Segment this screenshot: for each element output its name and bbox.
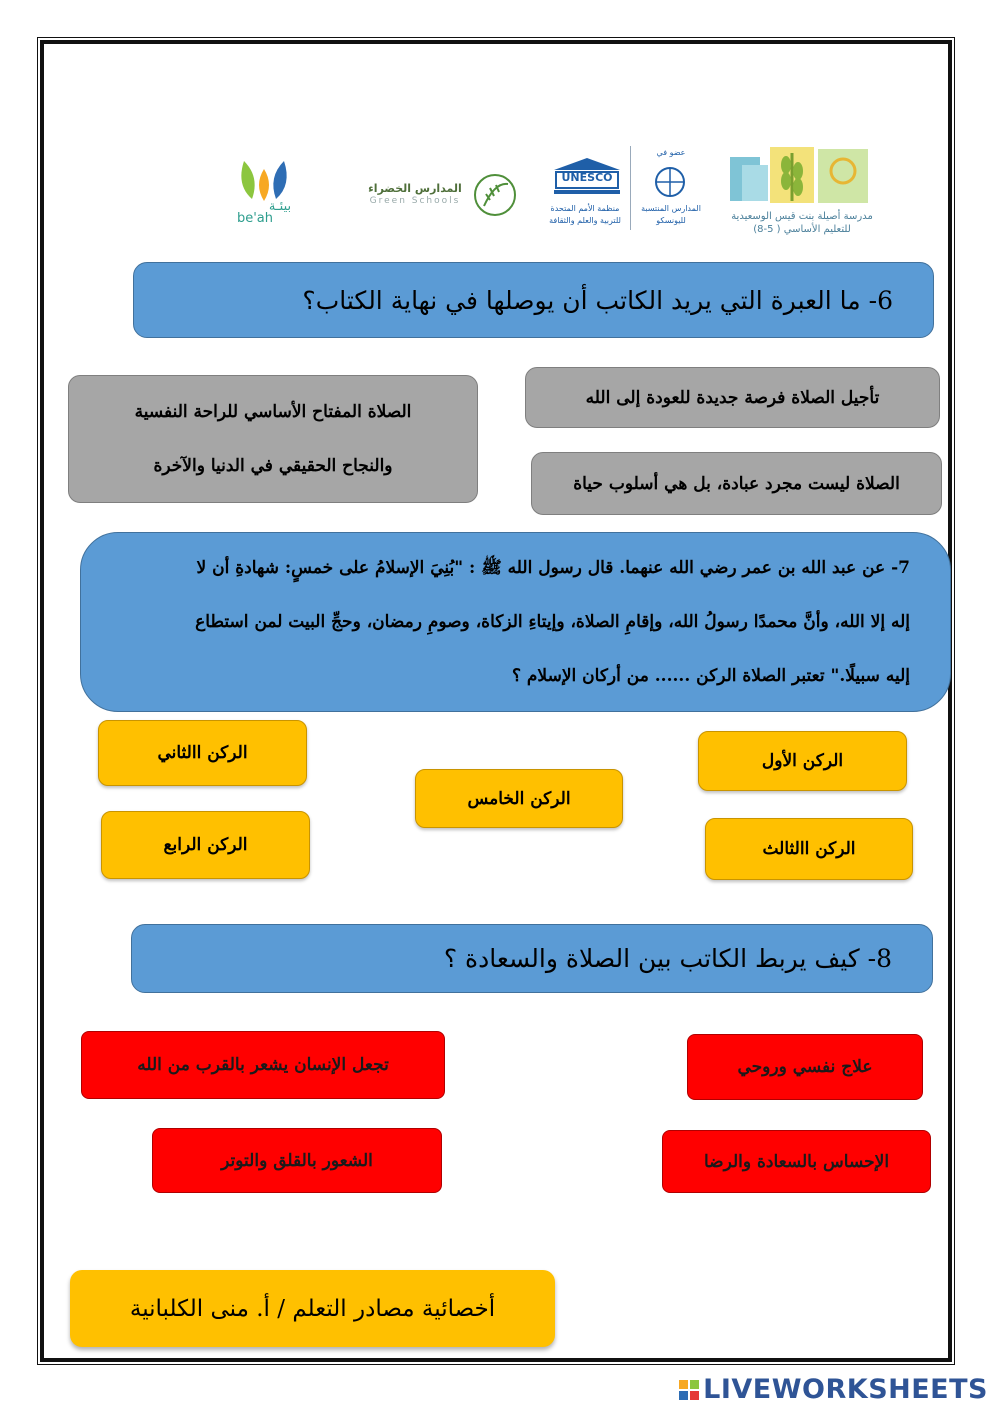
q8-option-therapy-label: علاج نفسي وروحي: [737, 1057, 873, 1077]
q6-option-key-line2: والنجاح الحقيقي في الدنيا والآخرة: [153, 456, 393, 476]
question-6-banner: [133, 262, 934, 338]
liveworksheets-watermark: [679, 1374, 988, 1405]
q7-option-fifth-pillar[interactable]: [415, 769, 623, 828]
green-schools-leaf-icon: [472, 172, 518, 218]
q7-option-second-label: الركن االثاني: [157, 743, 248, 763]
question-7-line1: 7- عن عبد الله بن عمر رضي الله عنهما. قال رسول الله ﷺ : "بُنِيَ الإسلامُ على خمسٍ: شهادةِ أن لا: [196, 558, 910, 578]
author-credit: [70, 1270, 555, 1347]
aspnet-globe-icon: [650, 164, 690, 200]
q6-option-way-of-life[interactable]: [531, 452, 942, 515]
q7-option-first-label: الركن الأول: [761, 751, 844, 771]
q8-option-closeness[interactable]: [81, 1031, 445, 1099]
green-schools-ar: المدارس الخضراء: [368, 182, 462, 195]
q7-option-third-label: الركن االثالث: [762, 839, 856, 859]
question-7-line3: إليه سبيلًا." تعتبر الصلاة الركن ...... من أركان الإسلام ؟: [511, 666, 910, 686]
logo-school: [712, 145, 892, 237]
school-name-line1: مدرسة أصيلة بنت قيس الوسعيدية: [731, 211, 873, 222]
q8-option-therapy[interactable]: [687, 1034, 923, 1100]
unesco-line2: للتربية والعلم والثقافة: [549, 216, 621, 225]
school-name-line2: للتعليم الأساسي ( 5-8): [753, 224, 851, 235]
author-credit-text: أخصائية مصادر التعلم / أ. منى الكلبانية: [129, 1295, 496, 1322]
q7-option-first-pillar[interactable]: [698, 731, 907, 791]
q7-option-fifth-label: الركن الخامس: [467, 788, 571, 809]
green-schools-en: Green Schools: [369, 196, 461, 206]
question-8-banner: [131, 924, 933, 993]
aspnet-line1: المدارس المنتسبة: [641, 204, 701, 213]
q6-option-way-of-life-label: الصلاة ليست مجرد عبادة، بل هي أسلوب حياة: [573, 473, 900, 494]
q6-option-key-to-comfort[interactable]: [68, 375, 478, 503]
q7-option-second-pillar[interactable]: [98, 720, 307, 786]
question-7-banner: [80, 532, 951, 712]
beah-en: be'ah: [236, 211, 274, 226]
q6-option-delay-prayer[interactable]: [525, 367, 940, 428]
logo-unesco: [540, 146, 710, 238]
beah-ar: بيئـة: [268, 199, 292, 214]
q8-option-happiness[interactable]: [662, 1130, 931, 1193]
q7-option-third-pillar[interactable]: [705, 818, 913, 880]
question-8-text: 8- كيف يربط الكاتب بين الصلاة والسعادة ؟: [443, 944, 892, 973]
liveworksheets-logo-icon: [679, 1380, 699, 1400]
liveworksheets-text: LIVEWORKSHEETS: [703, 1374, 988, 1405]
q6-option-delay-prayer-label: تأجيل الصلاة فرصة جديدة للعودة إلى الله: [585, 387, 880, 408]
q8-option-closeness-label: تجعل الإنسان يشعر بالقرب من الله: [137, 1055, 389, 1075]
q6-option-key-line1: الصلاة المفتاح الأساسي للراحة النفسية: [134, 402, 412, 422]
unesco-line1: منظمة الأمم المتحدة: [550, 204, 620, 213]
question-7-line2: إله إلا الله، وأنَّ محمدًا رسولُ الله، وإقامِ الصلاة، وإيتاءِ الزكاة، وصومِ رمضان، وحجِّ البيت لمن استطاع: [195, 612, 910, 632]
q7-option-fourth-label: الركن الرابع: [163, 835, 248, 855]
q8-option-anxiety-label: الشعور بالقلق والتوتر: [221, 1150, 373, 1171]
q8-option-anxiety[interactable]: [152, 1128, 442, 1193]
logo-green-schools: [360, 172, 520, 222]
aspnet-top: عضو في: [656, 148, 686, 157]
unesco-label: UNESCO: [561, 171, 613, 184]
logo-beah: [225, 155, 305, 230]
aspnet-line2: لليونسكو: [656, 216, 686, 225]
school-logo-icon: [728, 145, 878, 207]
question-6-text: 6- ما العبرة التي يريد الكاتب أن يوصلها في نهاية الكتاب؟: [302, 285, 893, 315]
beah-leaf-icon: [230, 155, 300, 203]
q8-option-happiness-label: الإحساس بالسعادة والرضا: [703, 1151, 890, 1172]
q7-option-fourth-pillar[interactable]: [101, 811, 310, 879]
